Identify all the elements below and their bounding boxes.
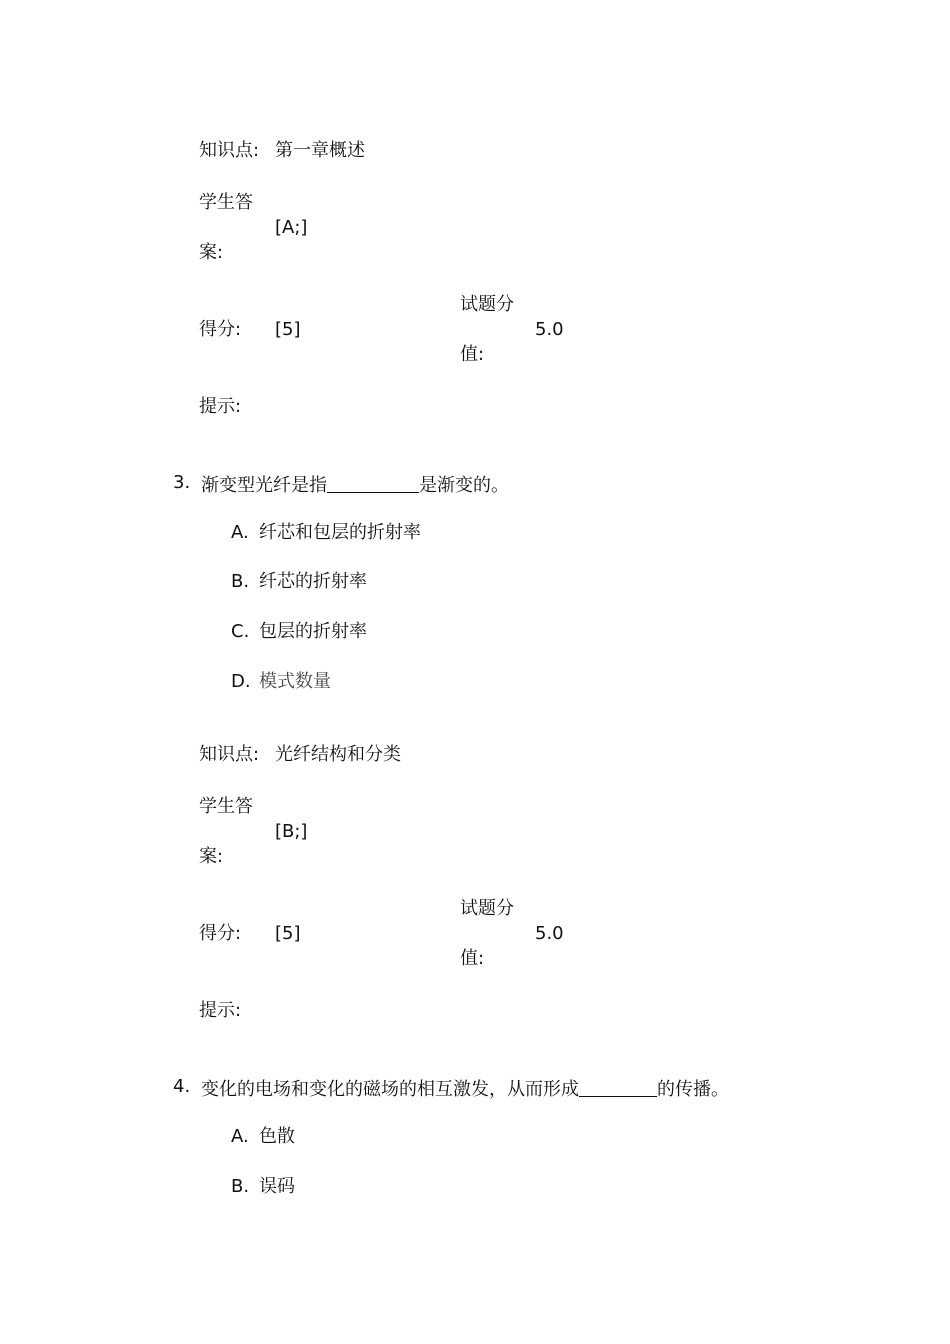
option-d-text: 模式数量 [259,671,331,692]
score-label: 得分: [199,923,242,944]
answer-blank [579,1078,657,1097]
value-label-line2: 值: [460,344,485,365]
hint-label: 提示: [199,1000,242,1021]
knowledge-label: 知识点: [199,744,260,765]
question-value: 5.0 [535,319,564,340]
student-answer-value: [B;] [275,821,308,842]
score-value: [5] [275,319,301,340]
student-answer-value: [A;] [275,217,308,238]
question-stem [201,474,509,495]
option-letter: A. [231,522,249,543]
option-letter: A. [231,1126,249,1147]
option-letter: B. [231,1176,250,1197]
option-a-text: 纤芯和包层的折射率 [259,522,421,543]
hint-label: 提示: [199,396,242,417]
value-label-line2: 值: [460,948,485,969]
option-letter: B. [231,571,250,592]
option-b-text: 误码 [259,1176,295,1197]
stem-text-after: 是渐变的。 [419,475,509,496]
question-stem [201,1078,729,1099]
value-label-line1: 试题分 [460,294,514,315]
stem-text-before: 渐变型光纤是指 [201,475,327,496]
stem-text-after: 的传播。 [657,1079,729,1100]
score-label: 得分: [199,319,242,340]
answer-label-line2: 案: [199,846,224,867]
option-c-text: 包层的折射率 [259,621,367,642]
option-b-text: 纤芯的折射率 [259,571,367,592]
question-number: 3. [173,472,191,493]
question-value: 5.0 [535,923,564,944]
value-label-line1: 试题分 [460,898,514,919]
option-a-text: 色散 [259,1126,295,1147]
knowledge-value: 光纤结构和分类 [275,744,401,765]
stem-text-before: 变化的电场和变化的磁场的相互激发，从而形成 [201,1079,579,1100]
option-letter: C. [231,621,250,642]
knowledge-label: 知识点: [199,140,260,161]
answer-label-line1: 学生答 [199,192,253,213]
question-number: 4. [173,1076,191,1097]
option-letter: D. [231,671,251,692]
score-value: [5] [275,923,301,944]
answer-label-line2: 案: [199,242,224,263]
answer-label-line1: 学生答 [199,796,253,817]
answer-blank [327,474,419,493]
knowledge-value: 第一章概述 [275,140,365,161]
